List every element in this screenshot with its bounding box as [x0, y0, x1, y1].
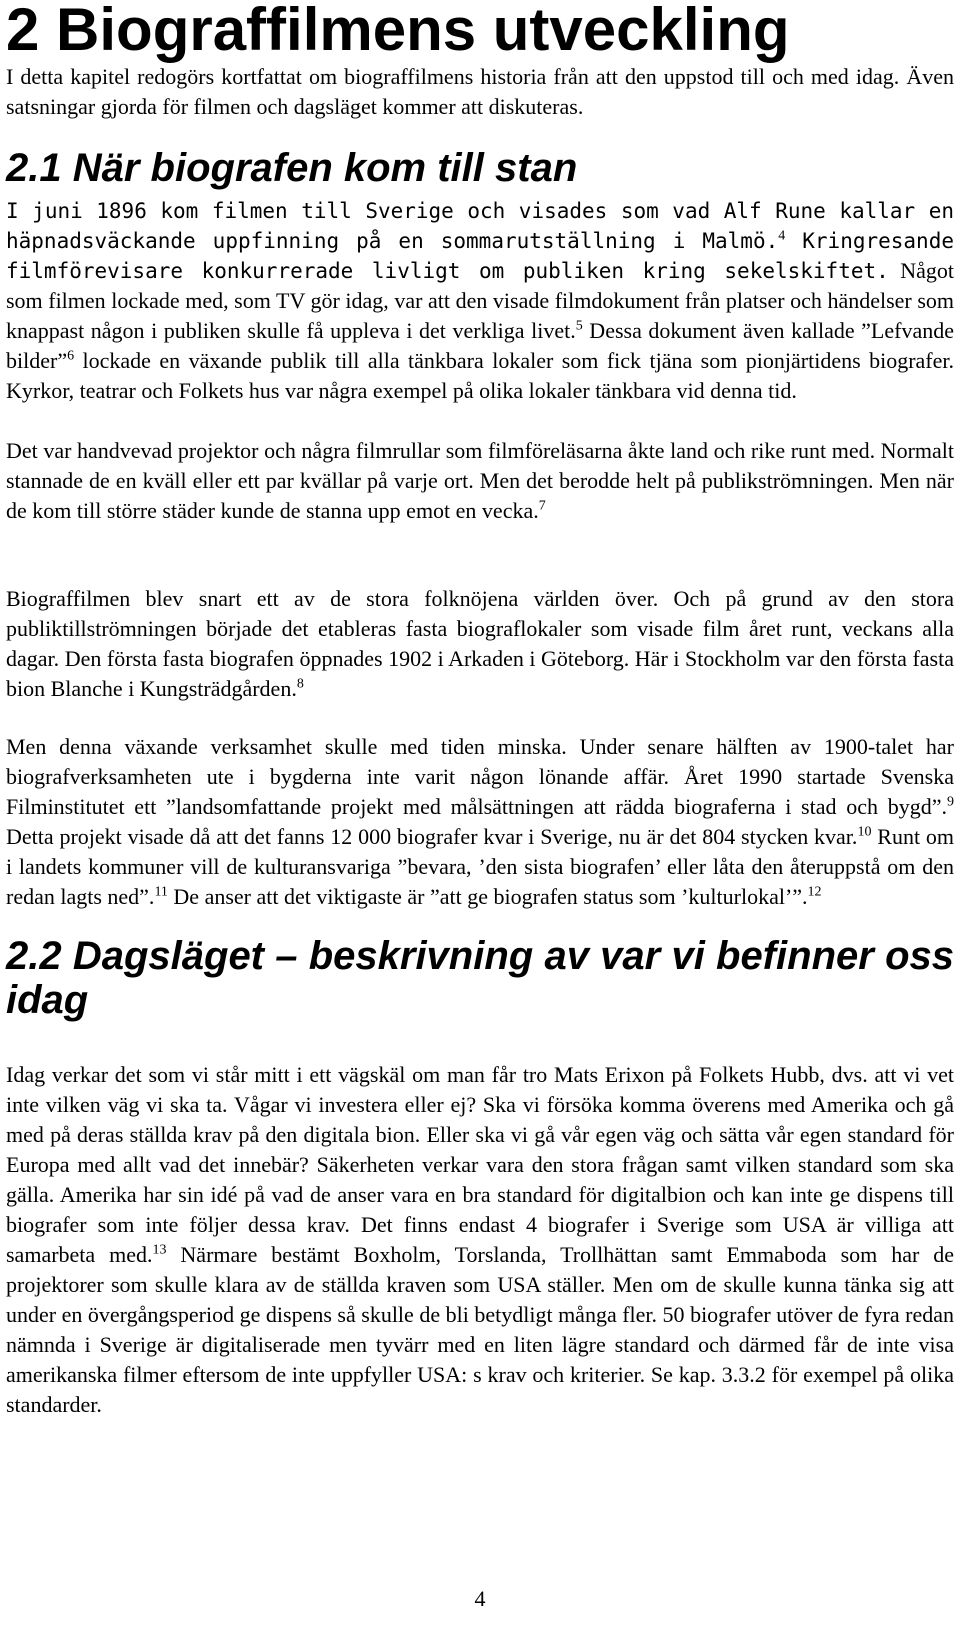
chapter-title: 2 Biograffilmens utveckling [6, 0, 790, 63]
section-title-2-1: 2.1 När biografen kom till stan [6, 146, 578, 190]
footnote-ref-7: 7 [538, 498, 546, 514]
paragraph-text: Närmare bestämt Boxholm, Torslanda, Trollhättan samt Emmaboda som har de projektorer som skulle klara av de ställda kraven som USA ställer. Men om de skulle kunna tänka sig att under en övergångsperiod ge dispens så skulle de bli betydligt många fler. 50 biografer utöver de fyra redan nämnda i Sverige är digitaliserade men tyvärr med en liten lägre standard och därmed får de inte visa amerikanska filmer eftersom de inte uppfyller USA: s krav och kriterier. Se kap. 3.3.2 för exempel på olika standarder. [6, 1242, 954, 1417]
paragraph-text: Det var handvevad projektor och några filmrullar som filmföreläsarna åkte land och rike runt med. Normalt stannade de en kväll eller ett par kvällar på varje ort. Men det berodde helt på publikströmningen. Men när de kom till större städer kunde de stanna upp emot en vecka. [6, 438, 954, 523]
paragraph-text: I juni 1896 kom filmen till Sverige och visades som vad Alf Rune kallar en häpnadsväckande uppfinning på en sommarutställning i Malmö. [6, 199, 954, 253]
paragraph-text: Runt om i landets kommuner vill de kulturansvariga ”bevara, ’den sista biografen’ eller låta den återuppstå om den redan lagts ned”. [6, 824, 954, 909]
paragraph-text: Något som filmen lockade med, som TV gör idag, var att den visade filmdokument från platser och händelser som knappast någon i publiken skulle få uppleva i det verkliga livet. [6, 258, 954, 343]
section-title-text: 2.2 Dagsläget – beskrivning av var vi befinner oss idag [6, 934, 954, 1022]
paragraph-text: Detta projekt visade då att det fanns 12 000 biografer kvar i Sverige, nu är det 804 stycken kvar. [6, 824, 858, 849]
section-2-1-paragraph-3 [6, 584, 954, 704]
section-2-1-paragraph-2 [6, 436, 954, 526]
paragraph-text: Men denna växande verksamhet skulle med tiden minska. Under senare hälften av 1900-talet har biografverksamheten ute i bygderna inte varit någon lönande affär. Året 1990 startade Svenska Filminstitutet ett ”landsomfattande projekt med målsättningen att rädda biograferna i stad och bygd”. [6, 734, 954, 819]
chapter-intro: I detta kapitel redogörs kortfattat om biograffilmens historia från att den uppstod till och med idag. Även satsningar gjorda för filmen och dagsläget kommer att diskuteras. [6, 64, 954, 119]
footnote-ref-6: 6 [67, 348, 75, 364]
footnote-ref-4: 4 [778, 228, 786, 244]
paragraph-text: Kringresande filmförevisare konkurrerade livligt om publiken kring sekelskiftet. [6, 229, 954, 283]
footnote-ref-13: 13 [152, 1242, 167, 1258]
paragraph-text: Biograffilmen blev snart ett av de stora folknöjena världen över. Och på grund av den stora publiktillströmningen började det etableras fasta biograflokaler som visade film året runt, veckans alla dagar. Den första fasta biografen öppnades 1902 i Arkaden i Göteborg. Här i Stockholm var den första fasta bion Blanche i Kungsträdgården. [6, 586, 954, 701]
section-2-1-paragraph-1 [6, 196, 954, 406]
paragraph-text: Idag verkar det som vi står mitt i ett vägskäl om man får tro Mats Erixon på Folkets Hubb, dvs. att vi vet inte vilken väg vi ska ta. Vågar vi investera eller ej? Ska vi försöka komma överens med Amerika och gå med på deras ställda krav på den digitala bion. Eller ska vi gå vår egen väg och sätta vår egen standard för Europa med allt vad det innebär? Säkerheten verkar vara den stora frågan samt vilken standard som ska gälla. Amerika har sin idé på vad de anser vara en bra standard för digitalbion och kan inte ge dispens till biografer som inte följer dessa krav. Det finns endast 4 biografer i Sverige som USA är villiga att samarbeta med. [6, 1062, 954, 1267]
section-2-1-paragraph-4 [6, 732, 954, 912]
section-title-2-2 [6, 934, 954, 1066]
page-number: 4 [474, 1586, 486, 1611]
footnote-ref-12: 12 [807, 884, 822, 900]
footnote-ref-8: 8 [296, 676, 304, 692]
section-2-2-paragraph-1 [6, 1060, 954, 1420]
footnote-ref-11: 11 [154, 884, 168, 900]
paragraph-text: lockade en växande publik till alla tänkbara lokaler som fick tjäna som pionjärtidens biografer. Kyrkor, teatrar och Folkets hus var några exempel på olika lokaler tänkbara vid denna tid. [6, 348, 954, 403]
footnote-ref-9: 9 [947, 794, 954, 810]
paragraph-text: De anser att det viktigaste är ”att ge biografen status som ’kulturlokal’”. [167, 884, 808, 909]
footnote-ref-10: 10 [857, 824, 872, 840]
paragraph-text: Dessa dokument även kallade ”Lefvande bilder” [6, 318, 954, 373]
footnote-ref-5: 5 [575, 318, 583, 334]
